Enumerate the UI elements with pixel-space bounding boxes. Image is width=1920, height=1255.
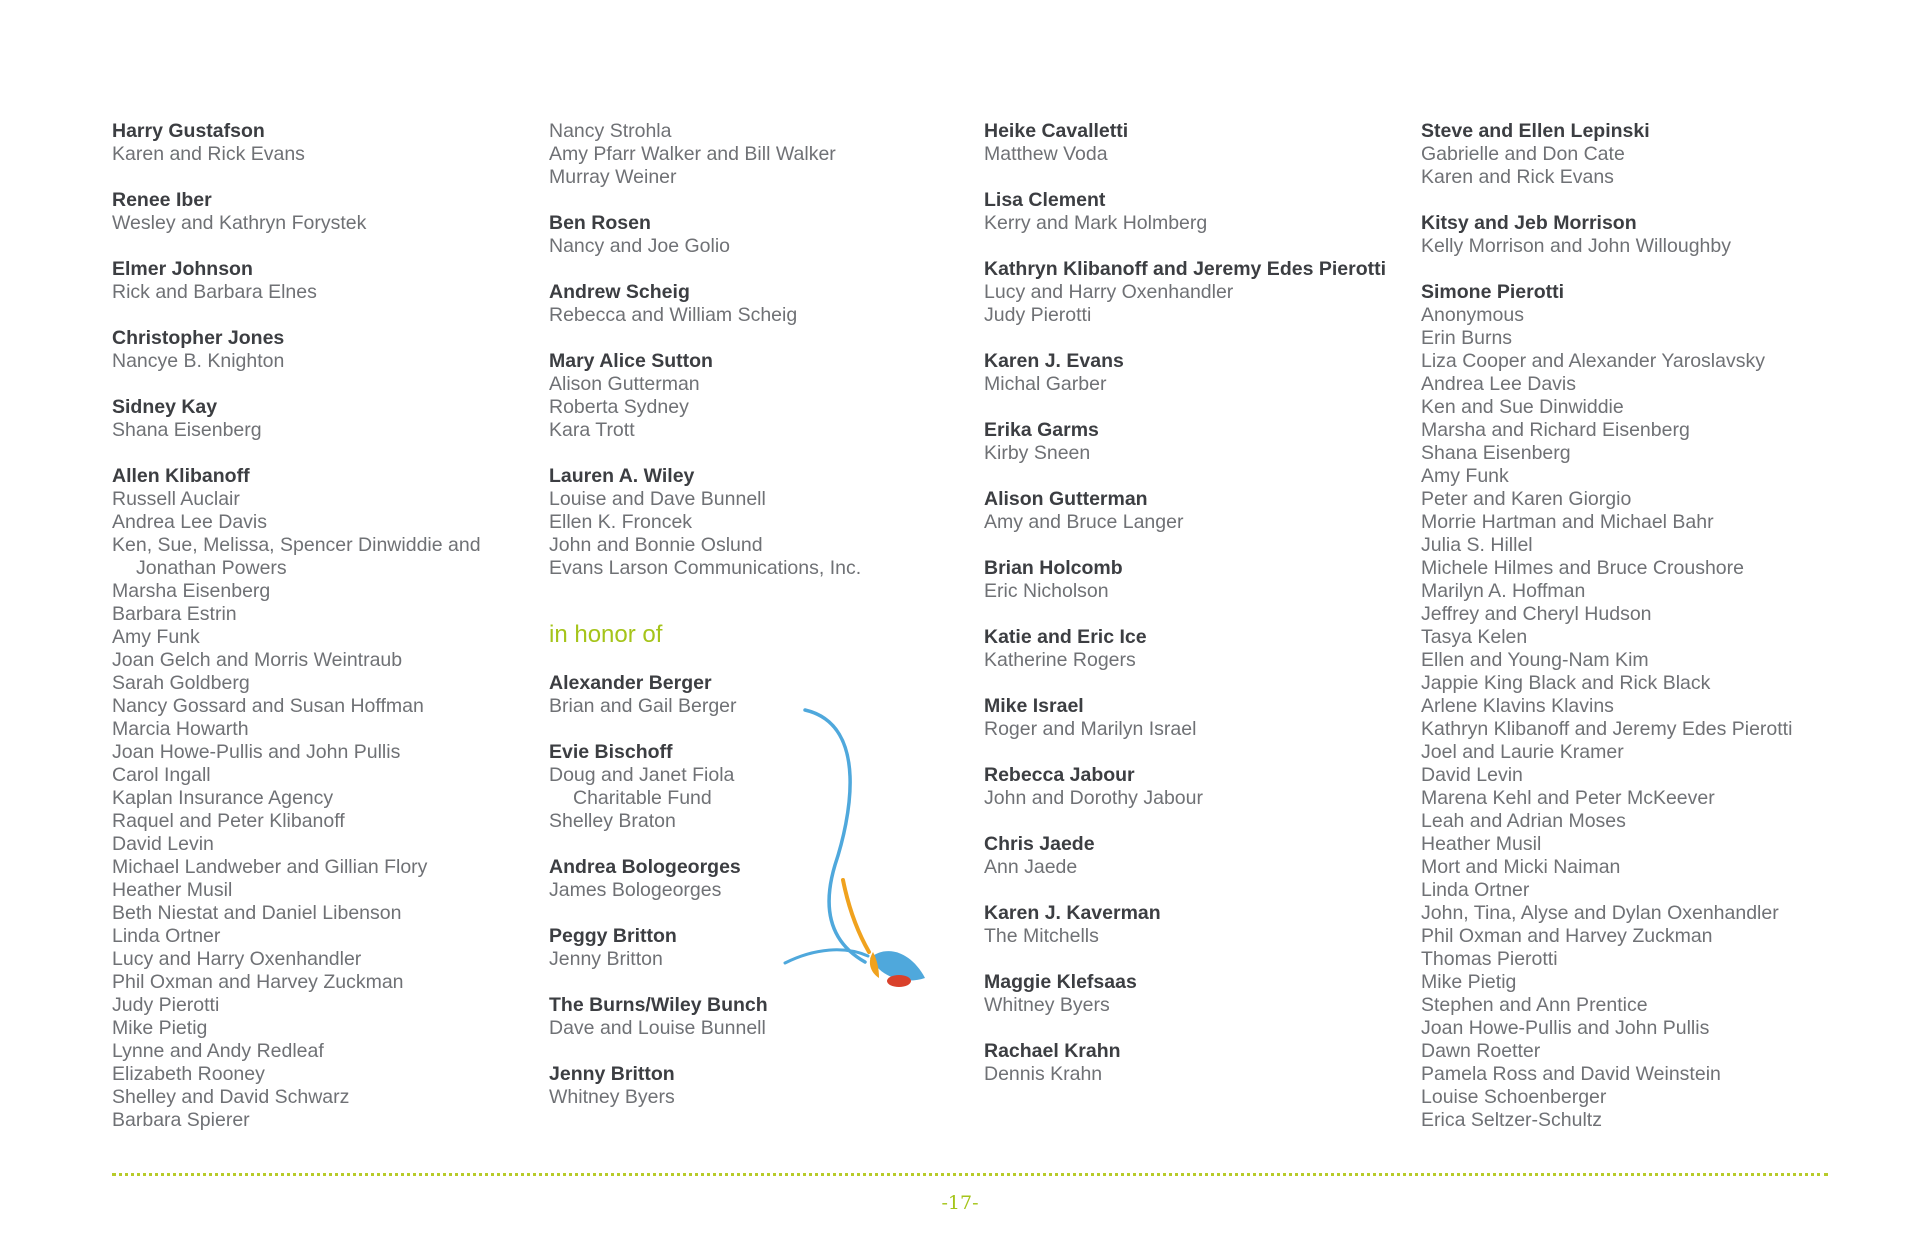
donor-name: Leah and Adrian Moses — [1421, 810, 1626, 832]
donor-name: The Mitchells — [984, 925, 1099, 947]
honoree-name: The Burns/Wiley Bunch — [549, 994, 768, 1016]
donor-name: Pamela Ross and David Weinstein — [1421, 1063, 1721, 1085]
column-1 — [112, 120, 532, 1155]
donor-name: Roberta Sydney — [549, 396, 689, 418]
donor-name: Amy and Bruce Langer — [984, 511, 1184, 533]
honoree-name: Steve and Ellen Lepinski — [1421, 120, 1650, 142]
donor-name: Liza Cooper and Alexander Yaroslavsky — [1421, 350, 1765, 372]
donor-name: Katherine Rogers — [984, 649, 1136, 671]
honoree-name: Erika Garms — [984, 419, 1099, 441]
tribute-entry — [984, 902, 1404, 948]
honoree-name: Elmer Johnson — [112, 258, 253, 280]
donor-name: Alison Gutterman — [549, 373, 700, 395]
honoree-name: Mike Israel — [984, 695, 1084, 717]
donor-name: Mike Pietig — [112, 1017, 208, 1039]
donor-name: Lucy and Harry Oxenhandler — [112, 948, 362, 970]
tribute-entry — [549, 1063, 949, 1109]
donor-name: Barbara Spierer — [112, 1109, 250, 1131]
honoree-name: Andrea Bologeorges — [549, 856, 741, 878]
honoree-name: Evie Bischoff — [549, 741, 673, 763]
donor-name: Judy Pierotti — [984, 304, 1092, 326]
donor-name: Dawn Roetter — [1421, 1040, 1541, 1062]
honoree-name: Brian Holcomb — [984, 557, 1123, 579]
tribute-entry — [549, 994, 949, 1040]
donor-name: Louise and Dave Bunnell — [549, 488, 766, 510]
donor-name: Erica Seltzer-Schultz — [1421, 1109, 1602, 1131]
page-number: -17- — [941, 1192, 979, 1214]
tribute-entry — [112, 189, 532, 235]
tribute-entry — [984, 971, 1404, 1017]
swoosh-ornament-icon — [775, 700, 945, 1000]
donor-name: Jonathan Powers — [136, 557, 287, 579]
donor-name: Wesley and Kathryn Forystek — [112, 212, 367, 234]
honoree-name: Peggy Britton — [549, 925, 677, 947]
donor-name: Ellen and Young-Nam Kim — [1421, 649, 1649, 671]
donor-name: Kerry and Mark Holmberg — [984, 212, 1208, 234]
donor-name: John and Dorothy Jabour — [984, 787, 1203, 809]
donor-name: Amy Funk — [1421, 465, 1509, 487]
honoree-name: Rebecca Jabour — [984, 764, 1135, 786]
donor-name: David Levin — [1421, 764, 1523, 786]
donor-name: Andrea Lee Davis — [1421, 373, 1577, 395]
donor-name: Barbara Estrin — [112, 603, 237, 625]
donor-name: Dennis Krahn — [984, 1063, 1103, 1085]
donor-name: Whitney Byers — [984, 994, 1110, 1016]
donor-name: Marsha Eisenberg — [112, 580, 271, 602]
donor-name: Murray Weiner — [549, 166, 677, 188]
honoree-name: Kathryn Klibanoff and Jeremy Edes Pierotti — [984, 258, 1387, 280]
donor-name: Marena Kehl and Peter McKeever — [1421, 787, 1715, 809]
tribute-entry — [549, 281, 949, 327]
donor-name: Heather Musil — [112, 879, 233, 901]
donor-name: Judy Pierotti — [112, 994, 220, 1016]
honoree-name: Andrew Scheig — [549, 281, 690, 303]
donor-name: Heather Musil — [1421, 833, 1542, 855]
donor-name: Ellen K. Froncek — [549, 511, 693, 533]
donor-name: Amy Funk — [112, 626, 200, 648]
donor-name: Louise Schoenberger — [1421, 1086, 1607, 1108]
donor-name: Joel and Laurie Kramer — [1421, 741, 1624, 763]
donor-name: Lynne and Andy Redleaf — [112, 1040, 324, 1062]
donor-name: Shelley Braton — [549, 810, 676, 832]
honoree-name: Harry Gustafson — [112, 120, 265, 142]
donor-name: Carol Ingall — [112, 764, 211, 786]
donor-name: Peter and Karen Giorgio — [1421, 488, 1632, 510]
tribute-entry — [549, 465, 949, 580]
honoree-name: Chris Jaede — [984, 833, 1095, 855]
honoree-name: Maggie Klefsaas — [984, 971, 1137, 993]
donor-name: Matthew Voda — [984, 143, 1108, 165]
donor-name: Jappie King Black and Rick Black — [1421, 672, 1711, 694]
tribute-entry — [984, 626, 1404, 672]
donor-name: Nancye B. Knighton — [112, 350, 285, 372]
donor-name: Roger and Marilyn Israel — [984, 718, 1197, 740]
donor-name: Gabrielle and Don Cate — [1421, 143, 1625, 165]
tribute-entry — [112, 327, 532, 373]
donor-name: James Bologeorges — [549, 879, 722, 901]
donor-name: Shana Eisenberg — [1421, 442, 1571, 464]
honoree-name: Alexander Berger — [549, 672, 712, 694]
donor-name: Sarah Goldberg — [112, 672, 250, 694]
donor-name: Mort and Micki Naiman — [1421, 856, 1621, 878]
tribute-entry — [984, 488, 1404, 534]
donor-name: Ken, Sue, Melissa, Spencer Dinwiddie and — [112, 534, 481, 556]
honoree-name: Lisa Clement — [984, 189, 1106, 211]
donor-name: Shelley and David Schwarz — [112, 1086, 350, 1108]
swoosh-red-seed — [887, 975, 911, 987]
donor-name: Nancy Gossard and Susan Hoffman — [112, 695, 424, 717]
donor-name: Kara Trott — [549, 419, 635, 441]
donor-name: Thomas Pierotti — [1421, 948, 1558, 970]
honoree-name: Lauren A. Wiley — [549, 465, 695, 487]
honoree-name: Ben Rosen — [549, 212, 651, 234]
donor-name: Michele Hilmes and Bruce Croushore — [1421, 557, 1744, 579]
donor-name: Julia S. Hillel — [1421, 534, 1533, 556]
tribute-entry — [984, 764, 1404, 810]
donor-name: Phil Oxman and Harvey Zuckman — [112, 971, 404, 993]
donor-name: Michael Landweber and Gillian Flory — [112, 856, 428, 878]
tribute-entry — [549, 350, 949, 442]
honoree-name: Katie and Eric Ice — [984, 626, 1147, 648]
tribute-entry — [1421, 281, 1841, 1132]
donor-name: Joan Howe-Pullis and John Pullis — [112, 741, 401, 763]
tribute-entry — [984, 419, 1404, 465]
donor-name: Charitable Fund — [573, 787, 712, 809]
donor-name: Jeffrey and Cheryl Hudson — [1421, 603, 1652, 625]
donor-name: Eric Nicholson — [984, 580, 1109, 602]
tribute-entry — [1421, 212, 1841, 258]
tribute-entry — [984, 258, 1404, 327]
donor-name: Evans Larson Communications, Inc. — [549, 557, 862, 579]
donor-name: Brian and Gail Berger — [549, 695, 737, 717]
donor-name: Karen and Rick Evans — [112, 143, 305, 165]
donor-name: Kathryn Klibanoff and Jeremy Edes Pierotti — [1421, 718, 1793, 740]
donor-name: Nancy and Joe Golio — [549, 235, 731, 257]
donor-name: Phil Oxman and Harvey Zuckman — [1421, 925, 1713, 947]
tribute-entry — [112, 120, 532, 166]
donor-name: Karen and Rick Evans — [1421, 166, 1614, 188]
honoree-name: Mary Alice Sutton — [549, 350, 713, 372]
donor-name: Shana Eisenberg — [112, 419, 262, 441]
tribute-entry — [984, 350, 1404, 396]
donor-name: Russell Auclair — [112, 488, 240, 510]
donor-name: Kirby Sneen — [984, 442, 1091, 464]
section-heading-in-honor-of: in honor of — [549, 621, 663, 648]
tribute-entry — [549, 120, 949, 189]
tribute-entry — [984, 120, 1404, 166]
donor-name: Elizabeth Rooney — [112, 1063, 265, 1085]
honoree-name: Alison Gutterman — [984, 488, 1148, 510]
column-4 — [1421, 120, 1841, 1155]
honoree-name: Allen Klibanoff — [112, 465, 250, 487]
donor-name: John and Bonnie Oslund — [549, 534, 763, 556]
donor-name: Linda Ortner — [1421, 879, 1530, 901]
swoosh-orange-stroke — [843, 880, 869, 952]
donor-name: Marcia Howarth — [112, 718, 249, 740]
donor-name: Whitney Byers — [549, 1086, 675, 1108]
honoree-name: Renee Iber — [112, 189, 212, 211]
donor-name: Amy Pfarr Walker and Bill Walker — [549, 143, 836, 165]
donor-name: Nancy Strohla — [549, 120, 672, 142]
honoree-name: Karen J. Kaverman — [984, 902, 1161, 924]
honoree-name: Christopher Jones — [112, 327, 285, 349]
donor-name: Michal Garber — [984, 373, 1107, 395]
tribute-entry — [549, 212, 949, 258]
tribute-entry — [984, 1040, 1404, 1086]
donor-name: Marsha and Richard Eisenberg — [1421, 419, 1690, 441]
honoree-name: Sidney Kay — [112, 396, 218, 418]
donor-name: Marilyn A. Hoffman — [1421, 580, 1586, 602]
tribute-entry — [984, 189, 1404, 235]
donor-name: Lucy and Harry Oxenhandler — [984, 281, 1234, 303]
donor-name: Kelly Morrison and John Willoughby — [1421, 235, 1731, 257]
donor-name: David Levin — [112, 833, 214, 855]
donor-name: Rick and Barbara Elnes — [112, 281, 317, 303]
tribute-entry — [984, 833, 1404, 879]
donor-name: Stephen and Ann Prentice — [1421, 994, 1648, 1016]
footer-dotted-rule — [112, 1173, 1828, 1176]
donor-name: Ann Jaede — [984, 856, 1078, 878]
donor-name: Joan Howe-Pullis and John Pullis — [1421, 1017, 1710, 1039]
tribute-entry — [112, 465, 532, 1132]
donor-name: Raquel and Peter Klibanoff — [112, 810, 345, 832]
donor-name: Erin Burns — [1421, 327, 1513, 349]
donor-name: Linda Ortner — [112, 925, 221, 947]
honoree-name: Jenny Britton — [549, 1063, 675, 1085]
donor-name: Ken and Sue Dinwiddie — [1421, 396, 1624, 418]
tribute-entry — [112, 258, 532, 304]
donor-name: Dave and Louise Bunnell — [549, 1017, 766, 1039]
donor-name: Kaplan Insurance Agency — [112, 787, 334, 809]
honoree-name: Heike Cavalletti — [984, 120, 1129, 142]
tribute-entry — [984, 557, 1404, 603]
donor-name: Mike Pietig — [1421, 971, 1517, 993]
donor-name: Doug and Janet Fiola — [549, 764, 735, 786]
donor-name: Andrea Lee Davis — [112, 511, 268, 533]
honoree-name: Karen J. Evans — [984, 350, 1124, 372]
honoree-name: Rachael Krahn — [984, 1040, 1121, 1062]
donor-name: Beth Niestat and Daniel Libenson — [112, 902, 402, 924]
donor-name: Morrie Hartman and Michael Bahr — [1421, 511, 1714, 533]
donor-name: Rebecca and William Scheig — [549, 304, 798, 326]
donor-name: Tasya Kelen — [1421, 626, 1528, 648]
tribute-entry — [112, 396, 532, 442]
donor-name: John, Tina, Alyse and Dylan Oxenhandler — [1421, 902, 1779, 924]
donor-name: Joan Gelch and Morris Weintraub — [112, 649, 403, 671]
donor-name: Arlene Klavins Klavins — [1421, 695, 1614, 717]
honoree-name: Kitsy and Jeb Morrison — [1421, 212, 1637, 234]
tribute-entry — [1421, 120, 1841, 189]
donor-name: Jenny Britton — [549, 948, 663, 970]
donor-name: Anonymous — [1421, 304, 1524, 326]
tribute-entry — [984, 695, 1404, 741]
honoree-name: Simone Pierotti — [1421, 281, 1565, 303]
column-3 — [984, 120, 1404, 1109]
